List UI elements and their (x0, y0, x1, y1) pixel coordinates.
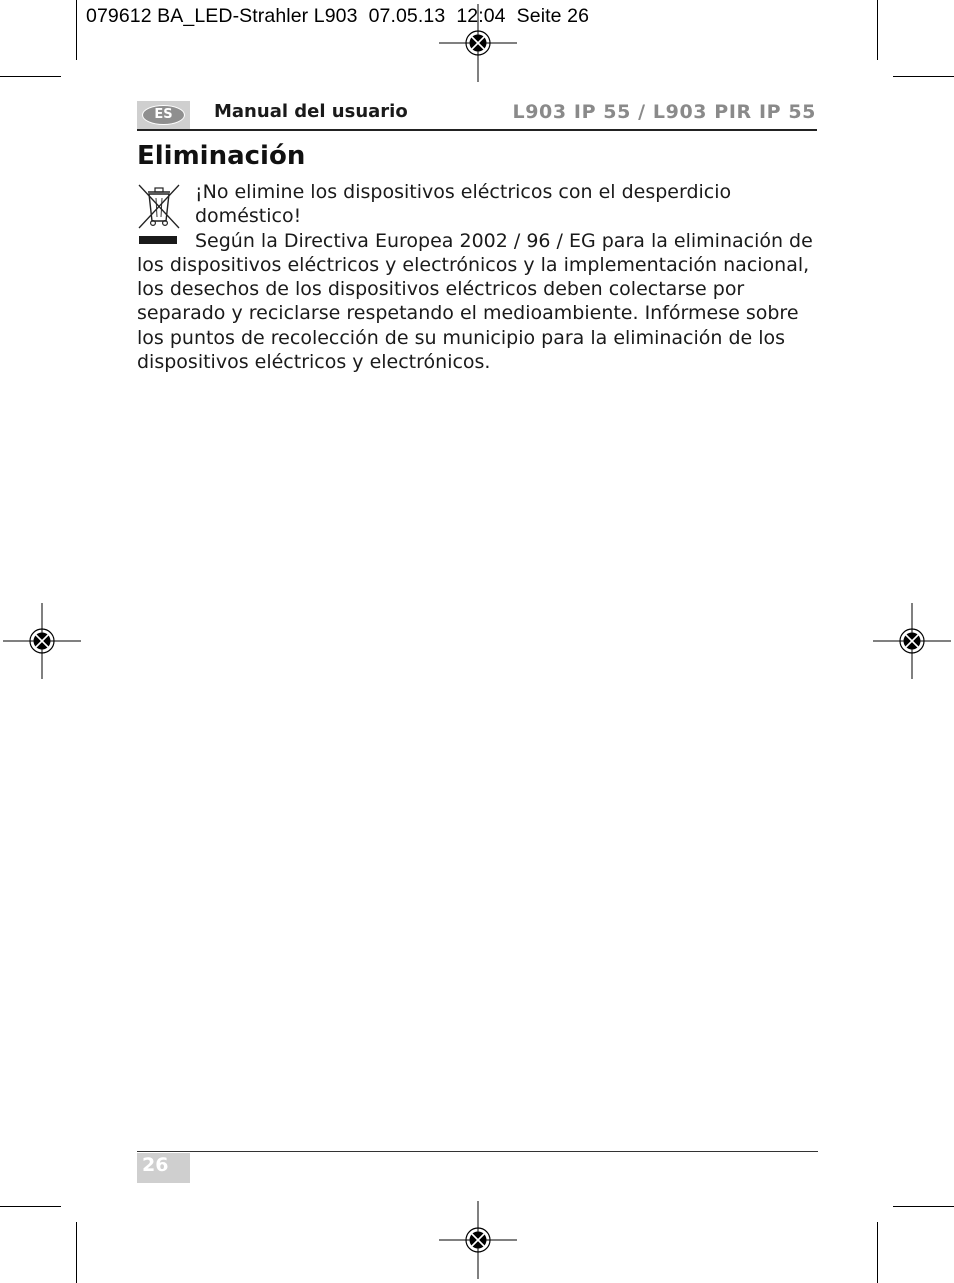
directive-text: Según la Directiva Europea 2002 / 96 / EG para la eliminación de los dispositivos eléctricos y electrónicos y la implementación nacional, los desechos de los dispositivos eléctricos deben colectarse por separado y reciclarse respetando el medioambiente. Infórmese sobre los puntos de recolección de su municipio para la eliminación de los dispositivos eléctricos y electrónicos. (137, 229, 813, 374)
disposal-warning: ¡No elimine los dispositivos eléctricos con el desperdicio doméstico! (195, 181, 732, 228)
disposal-directive (137, 229, 822, 375)
crop-mark-bottom-right-horizontal (893, 1206, 954, 1207)
manual-title: Manual del usuario (214, 101, 408, 122)
crop-mark-top-left-horizontal (0, 76, 61, 77)
header-divider (137, 129, 817, 131)
language-code: ES (142, 105, 185, 125)
registration-mark-icon (439, 4, 517, 82)
crop-mark-top-right-vertical (877, 0, 878, 60)
section-title: Eliminación (137, 141, 306, 171)
page-number-badge (137, 1153, 190, 1183)
model-name: L903 IP 55 / L903 PIR IP 55 (512, 101, 816, 123)
registration-mark-icon (873, 603, 951, 679)
language-badge (137, 101, 190, 129)
print-slug: 079612 BA_LED-Strahler L903 07.05.13 12:04 Seite 26 (86, 5, 590, 27)
crop-mark-bottom-left-horizontal (0, 1206, 61, 1207)
crop-mark-top-right-horizontal (893, 76, 954, 77)
page-number: 26 (142, 1154, 169, 1176)
footer-divider (137, 1151, 818, 1152)
crop-mark-bottom-right-vertical (877, 1222, 878, 1283)
crop-mark-top-left-vertical (76, 0, 77, 60)
registration-mark-icon (439, 1201, 517, 1279)
crop-mark-bottom-left-vertical (76, 1222, 77, 1283)
registration-mark-icon (3, 603, 81, 679)
disposal-text (137, 180, 822, 374)
